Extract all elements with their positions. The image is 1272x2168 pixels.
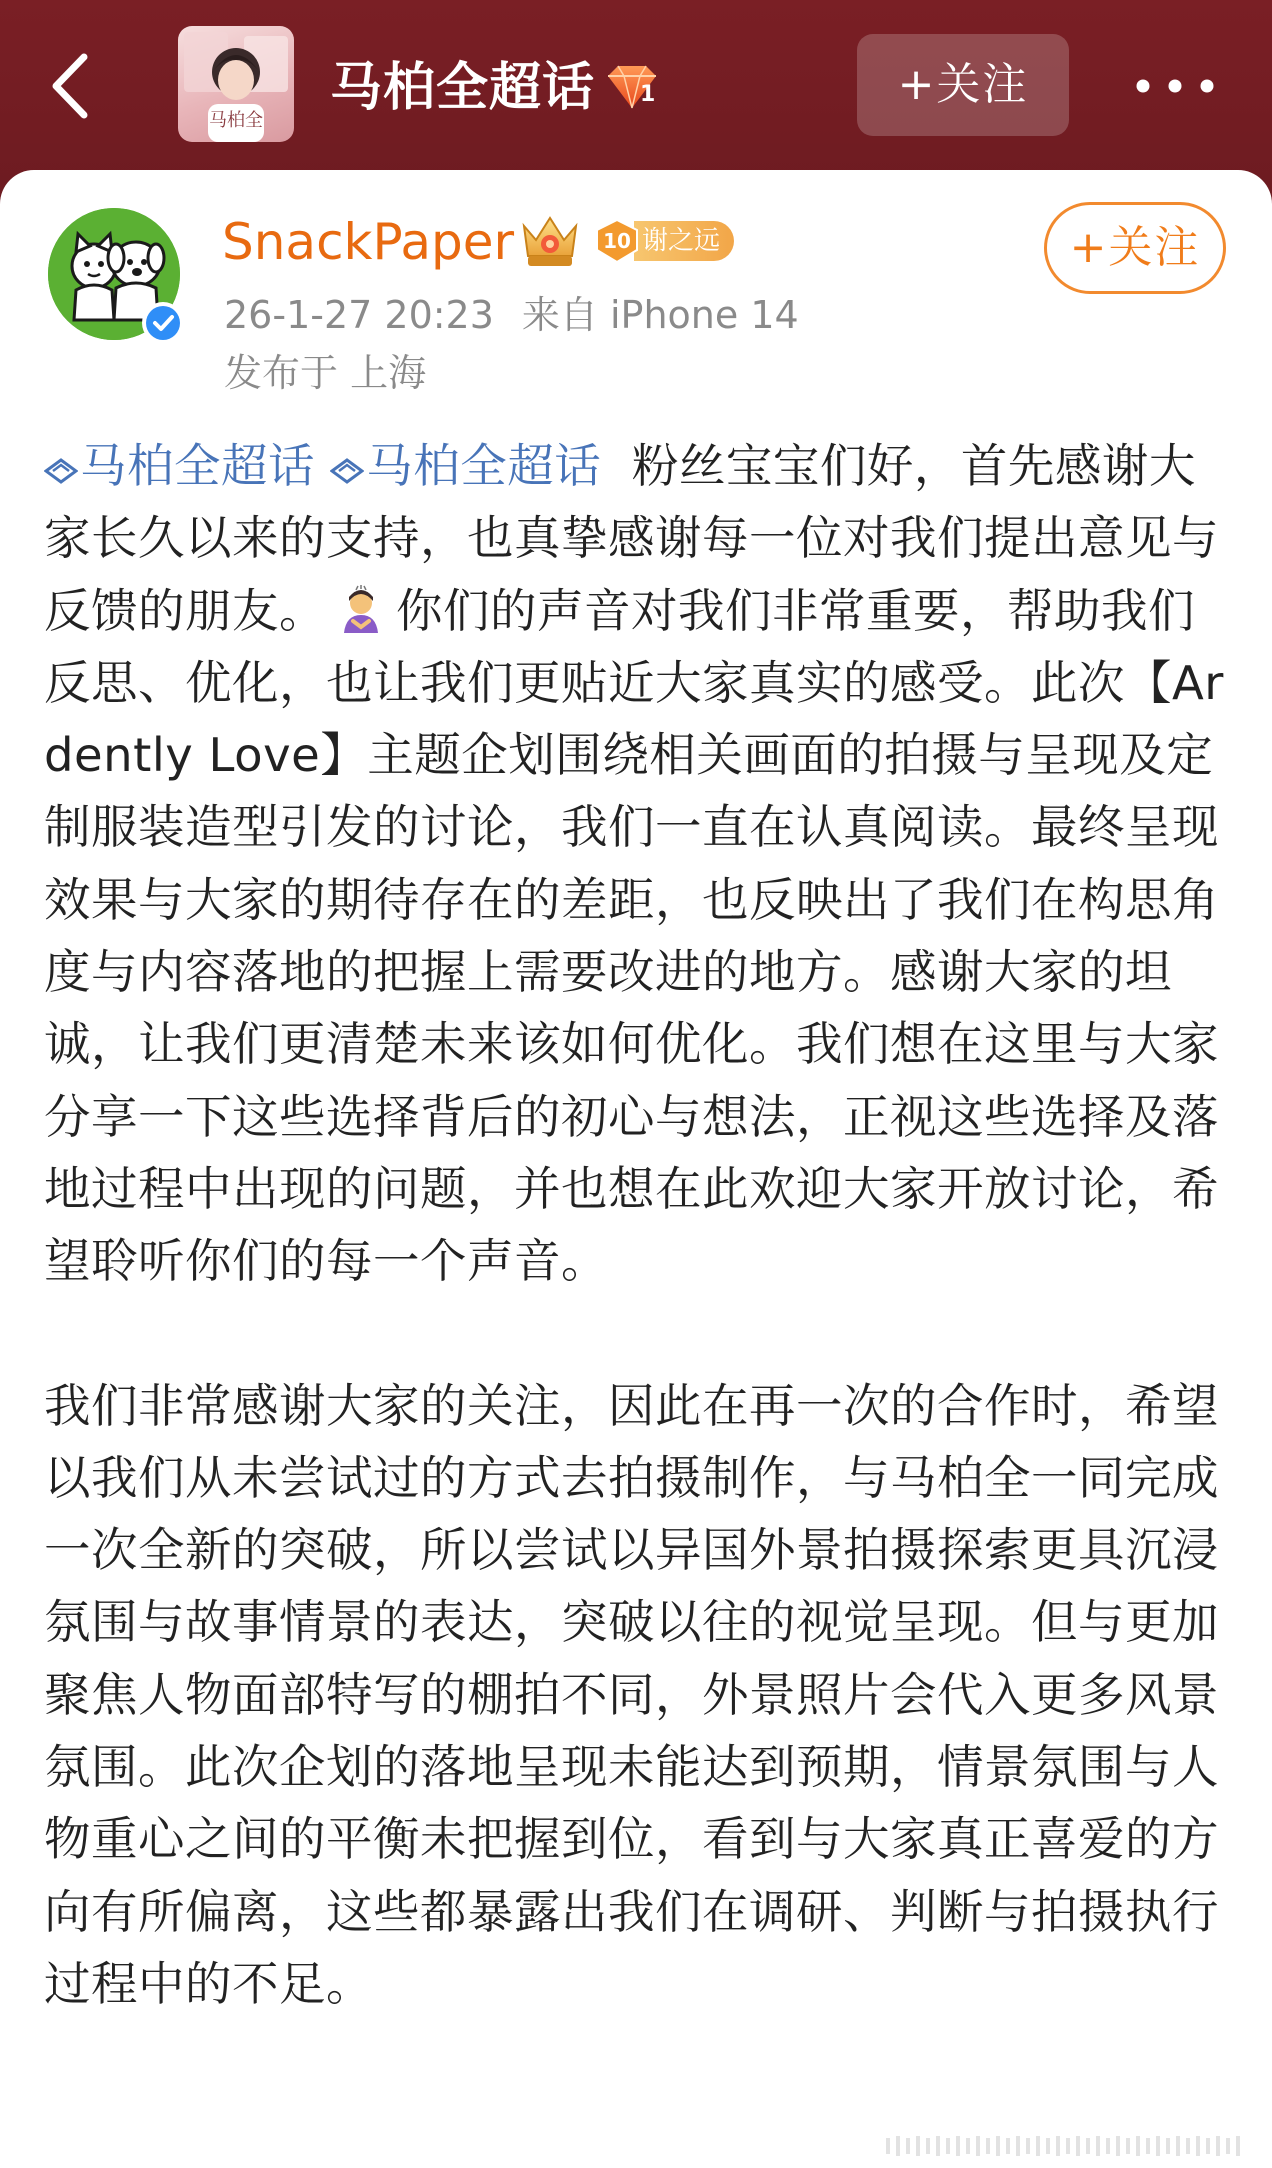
crown-icon — [516, 210, 584, 272]
ellipsis-icon — [1135, 78, 1215, 94]
avatar[interactable] — [48, 208, 180, 340]
diamond-outline-icon — [44, 458, 78, 484]
post-text-intro: 粉丝宝宝们好，首先感谢大家长久以来的支持，也真挚感谢每一位对我们提出意见与反馈的朋友。 — [44, 439, 1219, 638]
topic-title[interactable]: 马柏全超话 — [330, 58, 596, 118]
verified-check-icon — [145, 305, 181, 341]
fan-level-icon — [594, 218, 640, 264]
fan-badge-name: 谢之远 — [634, 221, 734, 261]
back-button[interactable] — [40, 48, 100, 124]
rank-number: 1 — [640, 82, 656, 107]
post-source: 来自 iPhone 14 — [521, 293, 799, 337]
person-bowing-emoji — [336, 583, 386, 633]
verified-badge — [142, 302, 184, 344]
post-paragraph — [44, 430, 1230, 1298]
topic-link[interactable]: 马柏全超话 — [44, 439, 315, 493]
topic-link[interactable]: 马柏全超话 — [330, 439, 601, 493]
post-card — [0, 170, 1272, 2168]
follow-user-button[interactable]: +关注 — [1044, 202, 1226, 294]
fan-badge[interactable] — [594, 218, 734, 264]
fan-level-number: 10 — [603, 229, 631, 253]
post-location: 发布于 上海 — [224, 351, 427, 395]
post-text-main: 你们的声音对我们非常重要，帮助我们反思、优化，也让我们更贴近大家真实的感受。此次【Ardently Love】主题企划围绕相关画面的拍摄与呈现及定制服装造型引发的讨论，我们一直在认真阅读。最终呈现效果与大家的期待存在的差距，也反映出了我们在构思角度与内容落地的把握上需要改进的地方。感谢大家的坦诚，让我们更清楚未来该如何优化。我们想在这里与大家分享一下这些选择背后的初心与想法，正视这些选择及落地过程中出现的问题，并也想在此欢迎大家开放讨论，希望聆听你们的每一个声音。 — [44, 583, 1224, 1289]
post-paragraph: 我们非常感谢大家的关注，因此在再一次的合作时，希望以我们从未尝试过的方式去拍摄制作，与马柏全一同完成一次全新的突破，所以尝试以异国外景拍摄探索更具沉浸氛围与故事情景的表达，突破以往的视觉呈现。但与更加聚焦人物面部特写的棚拍不同，外景照片会代入更多风景氛围。此次企划的落地呈现未能达到预期，情景氛围与人物重心之间的平衡未把握到位，看到与大家真正喜爱的方向有所偏离，这些都暴露出我们在调研、判断与拍摄执行过程中的不足。 — [44, 1378, 1219, 2011]
follow-topic-button[interactable]: +关注 — [857, 34, 1069, 136]
post-body — [44, 430, 1230, 2020]
more-button[interactable] — [1130, 56, 1220, 116]
chevron-left-icon — [50, 53, 90, 119]
paragraph-gap — [44, 1298, 1230, 1370]
diamond-rank-icon — [602, 62, 662, 112]
post-meta — [224, 288, 799, 342]
author-name[interactable]: SnackPaper — [222, 213, 515, 271]
post-time: 26-1-27 20:23 — [224, 293, 494, 337]
bottom-indicator — [886, 2132, 1242, 2160]
topic-cover-image[interactable] — [178, 26, 294, 142]
cover-caption: 马柏全 — [209, 110, 263, 131]
diamond-outline-icon — [330, 458, 364, 484]
